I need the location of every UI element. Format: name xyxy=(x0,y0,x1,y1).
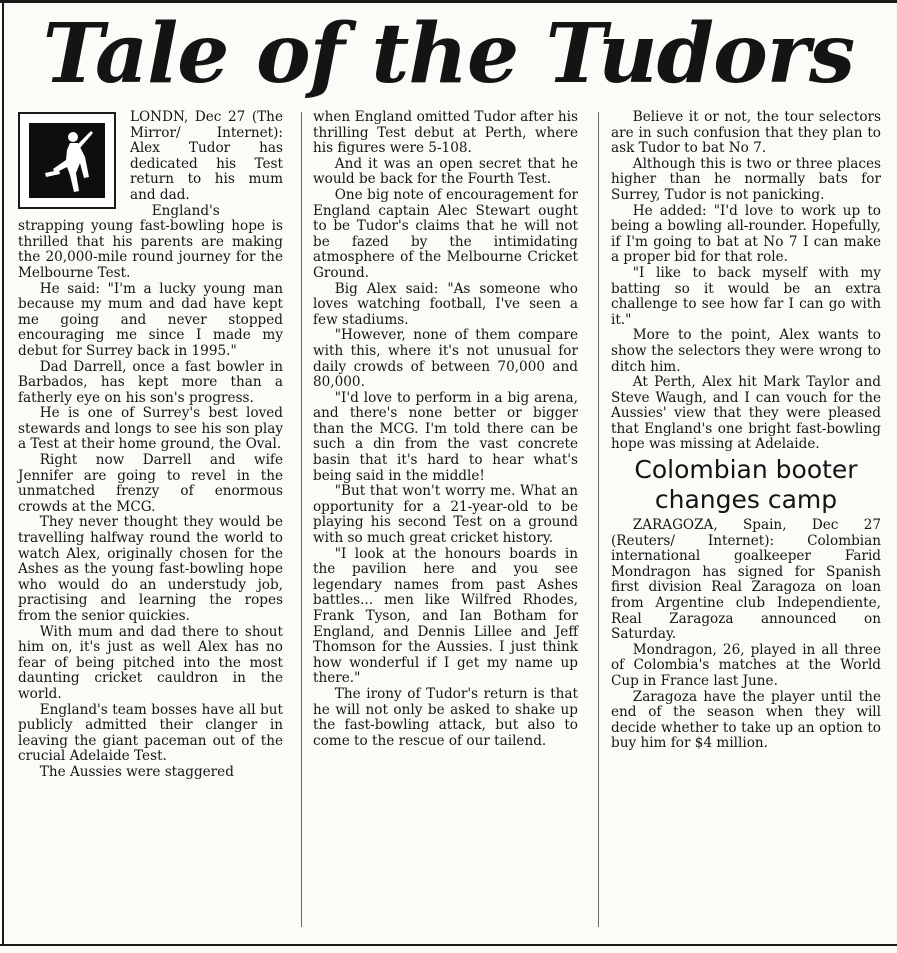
paragraph: He is one of Surrey's best loved stewards and longs to see his son play a Test at their home ground, the Oval. xyxy=(18,405,283,453)
paragraph: Believe it or not, the tour selectors are in such confusion that they plan to ask Tudor to bat No 7. xyxy=(611,109,881,157)
paragraph: ZARAGOZA, Spain, Dec 27 (Reuters/ Internet): Colombian international goalkeeper Farid Mondragon has signed for Spanish first division Real Zaragoza on loan from Argentine club Independiente, Real Zaragoza announced on Saturday. xyxy=(611,517,881,643)
paragraph: The Aussies were staggered xyxy=(39,763,234,780)
paragraph: Zaragoza have the player until the end of the season when they will decide whether to take up an option to buy him for $4 million. xyxy=(611,688,881,752)
paragraph: He said: "I'm a lucky young man because my mum and dad have kept me going and never stopped encouraging me since I made my debut for Surrey back in 1995." xyxy=(18,280,283,359)
paragraph: "But that won't worry me. What an opportunity for a 21-year-old to be playing his second Test on a ground with so much great cricket history. xyxy=(313,483,578,547)
paragraph: when England omitted Tudor after his thrilling Test debut at Perth, where his figures were 5-108. xyxy=(313,109,578,157)
paragraph: At Perth, Alex hit Mark Taylor and Steve Waugh, and I can vouch for the Aussies' view that they were pleased that England's one bright fast-bowling hope was missing at Adelaide. xyxy=(611,374,881,453)
top-border xyxy=(0,0,897,3)
paragraph: "I like to back myself with my batting so it would be an extra challenge to see how far I can go with it." xyxy=(611,264,881,328)
article-column-2 xyxy=(313,110,578,749)
photo-dark-area xyxy=(29,123,105,198)
paragraph: Although this is two or three places higher than he normally bats for Surrey, Tudor is not panicking. xyxy=(611,155,881,203)
paragraph: And it was an open secret that he would be back for the Fourth Test. xyxy=(313,155,578,188)
bottom-border xyxy=(0,944,897,946)
headline: Tale of the Tudors xyxy=(42,6,855,102)
paragraph: Right now Darrell and wife Jennifer are going to revel in the unmatched frenzy of enormous crowds at the MCG. xyxy=(18,452,283,515)
column-rule xyxy=(598,112,599,927)
article-column-3 xyxy=(611,110,881,752)
column-rule xyxy=(301,112,302,927)
paragraph: "However, none of them compare with this, where it's not unusual for daily crowds of between 70,000 and 80,000. xyxy=(313,327,578,391)
paragraph: He added: "I'd love to work up to being a bowling all-rounder. Hopefully, if I'm going to bat at No 7 I can make a proper bid for that role. xyxy=(611,202,881,266)
left-border xyxy=(2,0,4,946)
paragraph: England's strapping young fast-bowling hope is thrilled that his parents are making the 20,000-mile round journey for the Melbourne Test. xyxy=(18,202,283,281)
paragraph: They never thought they would be travelling halfway round the world to watch Alex, originally chosen for the Ashes as the young fast-bowling hope who would do an understudy job, practising and learning the ropes from the senior quickies. xyxy=(18,514,283,624)
second-story-headline: Colombian booter changes camp xyxy=(634,455,858,515)
paragraph: Dad Darrell, once a fast bowler in Barbados, has kept more than a fatherly eye on his son's progress. xyxy=(18,358,283,406)
article-column-1 xyxy=(18,110,283,781)
paragraph: "I look at the honours boards in the pavilion here and you see legendary names from past Ashes battles... men like Wilfred Rhodes, Frank Tyson, and Ian Botham for England, and Dennis Lillee and Jeff Thomson for the Aussies. I just think how wonderful if I get my name up there." xyxy=(313,545,578,687)
paragraph: More to the point, Alex wants to show the selectors they were wrong to ditch him. xyxy=(611,327,881,375)
paragraph: One big note of encouragement for England captain Alec Stewart ought to be Tudor's claims that he will not be fazed by the intimidating atmosphere of the Melbourne Cricket Ground. xyxy=(313,186,578,281)
paragraph: With mum and dad there to shout him on, it's just as well Alex has no fear of being pitched into the most daunting cricket cauldron in the world. xyxy=(18,623,283,702)
paragraph: The irony of Tudor's return is that he will not only be asked to shake up the fast-bowling attack, but also to come to the rescue of our tailend. xyxy=(313,685,578,749)
paragraph: "I'd love to perform in a big arena, and there's none better or bigger than the MCG. I'm told there can be such a din from the vast concrete basin that it's hard to hear what's being said in the middle! xyxy=(313,389,578,484)
paragraph: England's team bosses have all but publicly admitted their clanger in leaving the giant paceman out of the crucial Adelaide Test. xyxy=(18,701,283,765)
cricketer-silhouette-photo xyxy=(18,112,116,209)
paragraph: Mondragon, 26, played in all three of Colombia's matches at the World Cup in France last June. xyxy=(611,641,881,689)
paragraph: Big Alex said: "As someone who loves watching football, I've seen a few stadiums. xyxy=(313,280,578,328)
paragraph: LONDN, Dec 27 (The Mirror/ Internet): Alex Tudor has dedicated his Test return to his mum and dad. xyxy=(130,109,283,203)
batsman-silhouette-icon xyxy=(29,123,105,198)
